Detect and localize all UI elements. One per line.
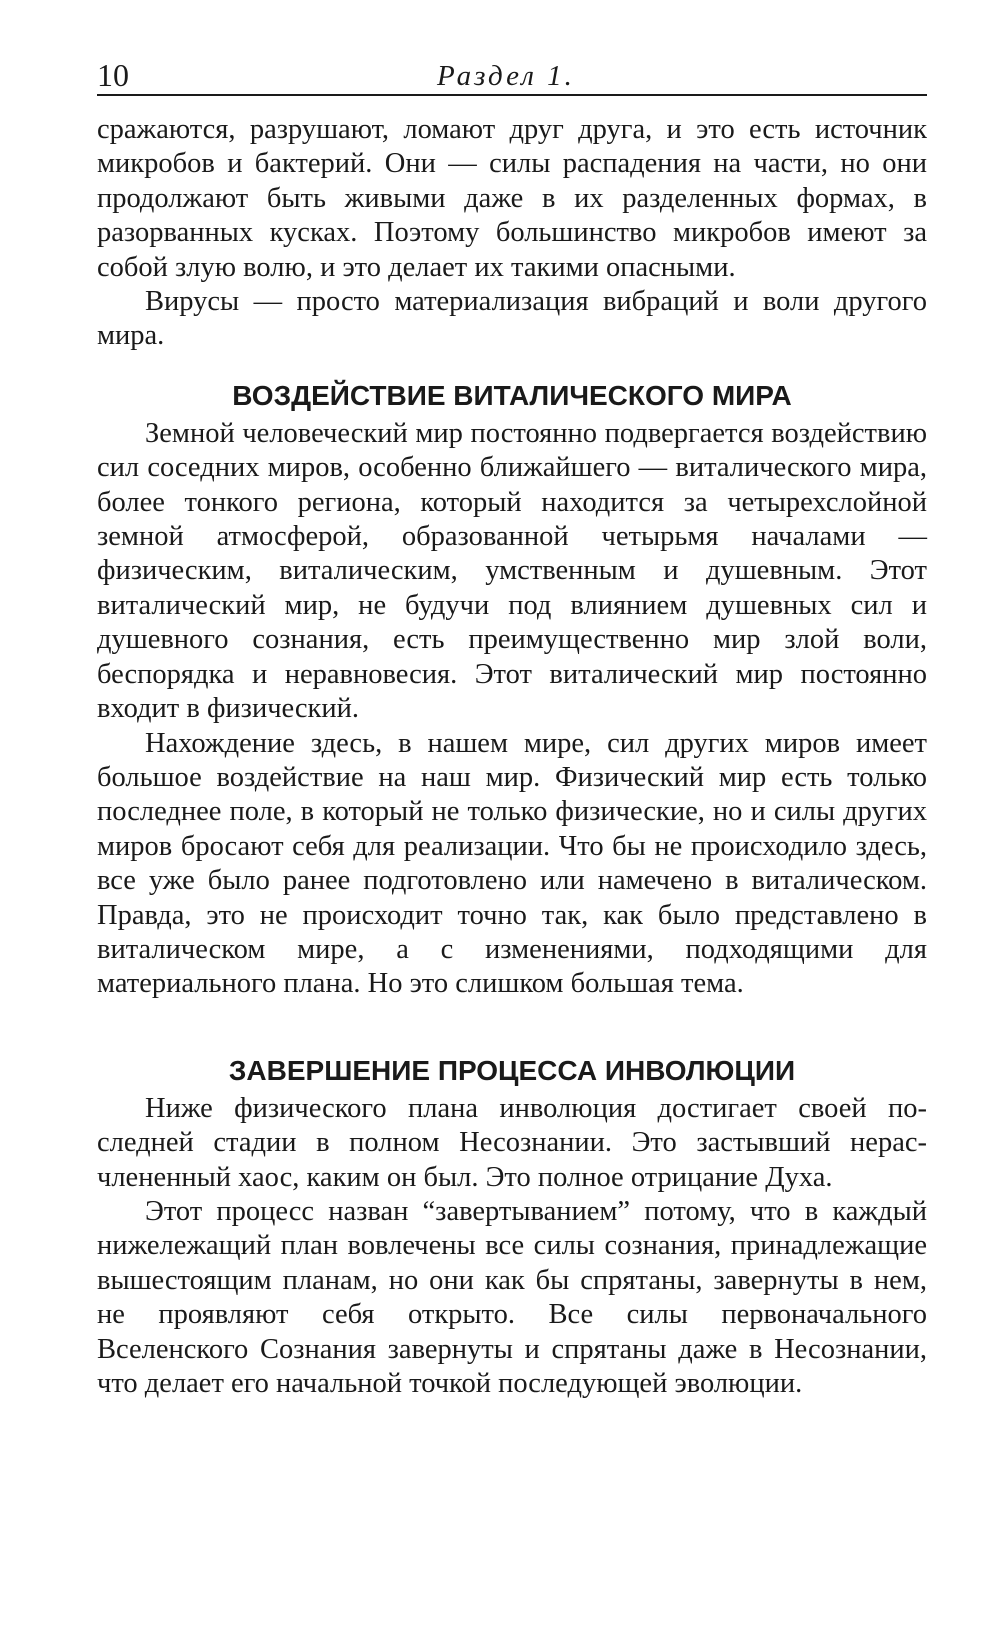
paragraph: Земной человеческий мир постоянно подвергается воздействию сил соседних миров, особенно ближайшего — виталического мира, более тонкого региона, который находится за четырехслойной земной атмосферой, образованной четырьмя началами — физическим, виталическим, умственным и душевным. Этот виталический мир, не будучи под влиянием душевных сил и душевного сознания, есть преимущественно мир злой воли, беспорядка и неравновесия. Этот виталический мир постоянно входит в физический.	[97, 417, 927, 725]
paragraph: Вирусы — просто материализация вибраций и воли другого мира.	[97, 286, 927, 352]
book-page	[97, 54, 927, 1401]
paragraph: сражаются, разрушают, ломают друг друга, и это есть источник микробов и бактерий. Они — силы распадения на части, но они продолжают быть живыми даже в их разделенных формах, в разорванных кусках. Поэтому большинство микробов имеют за собой злую волю, и это делает их такими опасными.	[97, 114, 927, 283]
body-text	[97, 113, 927, 1401]
paragraph: Нахождение здесь, в нашем мире, сил других миров имеет большое воздействие на наш мир. Физический мир есть только последнее поле, в который не только физические, но и силы других миров бросают себя для реализации. Что бы не происходило здесь, все уже было ранее подготовлено или намечено в виталическом. Правда, это не происходит точно так, как было представлено в виталическом мире, а с изменениями, подходящими для материального плана. Но это слишком большая тема.	[97, 727, 927, 1000]
section-heading: ВОЗДЕЙСТВИЕ ВИТАЛИЧЕСКОГО МИРА	[232, 379, 792, 411]
paragraph: Этот процесс назван “завертыванием” потому, что в каждый нижележащий план вовлечены все силы сознания, принадлежащие вышестоящим планам, но они как бы спрятаны, завернуты в нем, не проявляют себя открыто. Все силы первоначального Вселенского Сознания завернуты и спрятаны даже в Несознании, что делает его начальной точкой последующей эволюции.	[97, 1195, 927, 1399]
page-number: 10	[97, 57, 129, 93]
running-section-title: Раздел 1.	[437, 60, 575, 92]
paragraph: Ниже физического плана инволюция достигает своей последней стадии в полном Несознании. Это застывший нерасчлененный хаос, каким он был. Это полное отрицание Духа.	[97, 1092, 927, 1193]
section-heading: ЗАВЕРШЕНИЕ ПРОЦЕССА ИНВОЛЮЦИИ	[228, 1054, 796, 1086]
running-header	[97, 54, 927, 96]
